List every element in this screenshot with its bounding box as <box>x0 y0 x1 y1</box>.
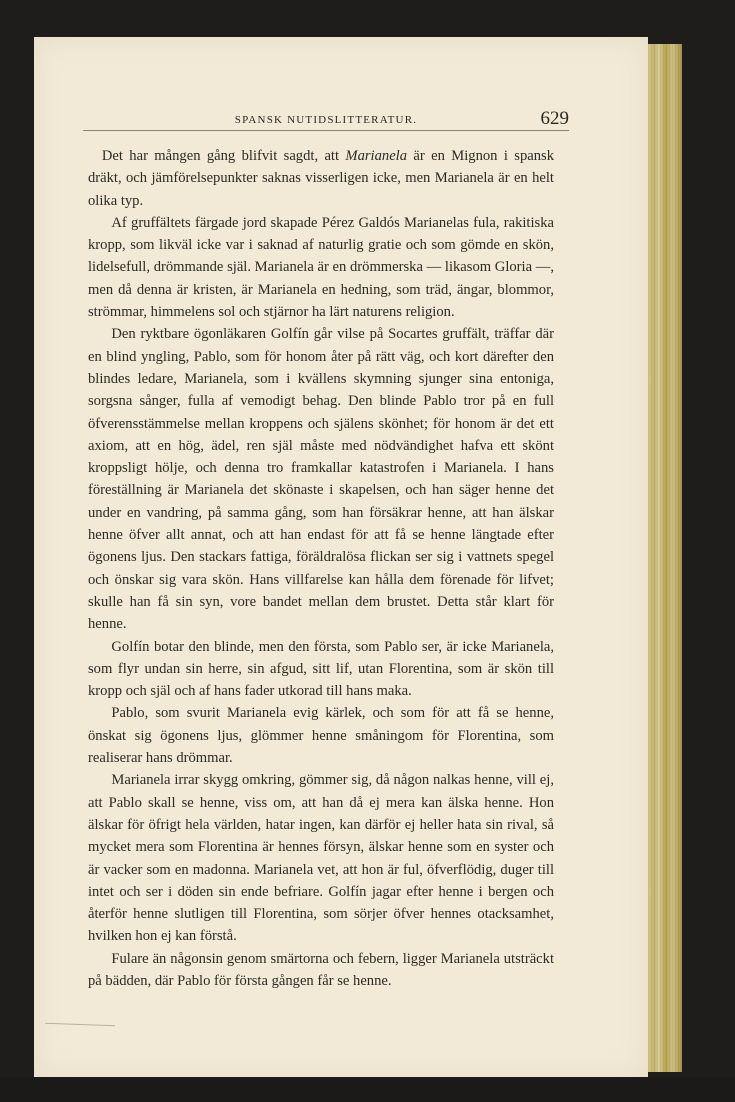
paragraph-1-text-end: är en Mignon i spansk dräkt, och jämförelsepunkter saknas visserligen icke, men Marianela är en helt olika typ. <box>88 148 554 209</box>
article-body <box>88 145 554 992</box>
paragraph-1 <box>88 145 554 212</box>
header-rule <box>83 130 569 131</box>
running-title: SPANSK NUTIDSLITTERATUR. <box>234 114 418 126</box>
book-page-edges <box>648 44 682 1072</box>
paragraph-2: Af gruffältets färgade jord skapade Pérez Galdós Marianelas fula, rakitiska kropp, som likväl icke var i saknad af naturlig gratie och som gömde en skön, lidelsefull, drömmande själ. Marianela är en drömmerska — likasom Gloria —, men då denna är kristen, är Marianela en hedning, som träd, ängar, blommor, strömmar, himmelens sol och stjärnor ha lärt naturens religion. <box>88 214 554 321</box>
paragraph-3: Den ryktbare ögonläkaren Golfín går vilse på Socartes gruffält, träffar där en blind yngling, Pablo, som för honom åter på rätt väg, och kort därefter den blindes ledare, Marianela, som i kvällens skymning sjunger sina entoniga, sorgsna sånger, fulla af vemodigt behag. Den blinde Pablo tror på en full öfverensstämmelse mellan kroppens och själens skönhet; för honom är det ett axiom, att en hög, ädel, ren själ måste med nödvändighet hafva ett skönt kroppsligt hölje, och denna tro framkallar katastrofen i Marianela. I hans föreställning är Marianela det skönaste i skapelsen, och han säger henne det under en vandring, på samma gång, som han försäkrar henne, att han älskar henne öfver allt annat, och att han endast för att få se henne längtade efter ögonens ljus. Den stackars fattiga, föräldralösa flickan ser sig i vattnets spegel och önskar sig vara skön. Hans villfarelse kan hålla dem förenade för lifvet; skulle han få sin syn, vore bandet mellan dem brustet. Detta står klart för henne. <box>88 326 554 633</box>
page-header <box>83 108 569 128</box>
paragraph-6: Marianela irrar skygg omkring, gömmer sig, då någon nalkas henne, vill ej, att Pablo skall se henne, viss om, att han då ej mera kan älska henne. Hon älskar för öfrigt hela världen, hatar ingen, kan därför ej heller hata sin rival, så mycket mera som Florentina är hennes försyn, älskar henne som en syster och är vacker som en madonna. Marianela vet, att hon är ful, öfverflödig, duger till intet och ser i döden sin ende befriare. Golfín jagar efter henne i bergen och återför henne slutligen till Florentina, som sörjer öfver hennes otacksamhet, hvilken hon ej kan förstå. <box>88 772 554 945</box>
paragraph-1-text-start: Det har mången gång blifvit sagdt, att <box>101 148 346 164</box>
page-number: 629 <box>540 108 569 129</box>
work-title: Marianela <box>345 148 408 164</box>
paragraph-4: Golfín botar den blinde, men den första, som Pablo ser, är icke Marianela, som flyr undan sin herre, sin afgud, sitt lif, utan Florentina, som är skön till kropp och själ och af hans fader utkorad till hans maka. <box>88 638 554 700</box>
scan-bottom-border <box>0 1077 735 1102</box>
paragraph-7: Fulare än någonsin genom smärtorna och febern, ligger Marianela utsträckt på bädden, där Pablo för första gången får se henne. <box>88 950 554 989</box>
paragraph-5: Pablo, som svurit Marianela evig kärlek, och som för att få se henne, önskat sig ögonens ljus, glömmer henne småningom för Florentina, som realiserar hans drömmar. <box>88 705 554 767</box>
